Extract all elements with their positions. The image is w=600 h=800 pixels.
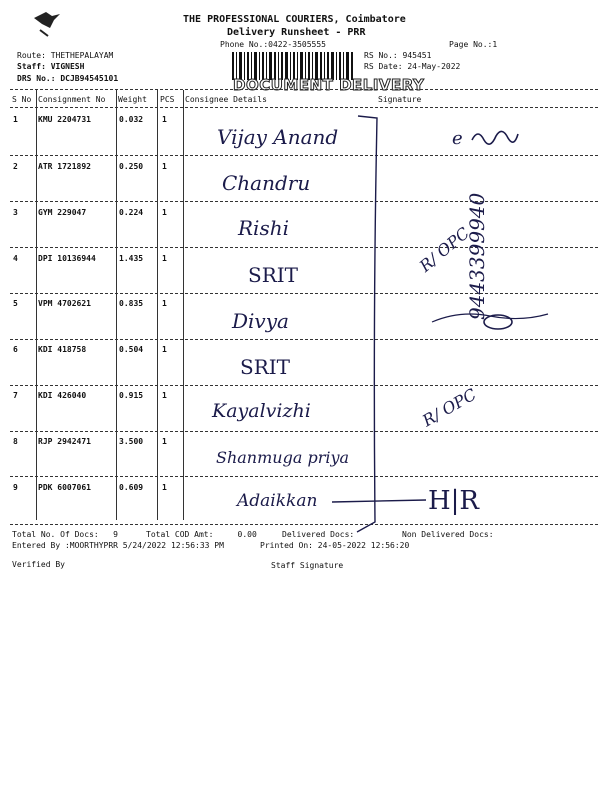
row-pcs: 1 <box>162 391 167 400</box>
rs-date: RS Date: 24-May-2022 <box>364 62 461 71</box>
rpo-annotation: R/ OPC <box>415 223 473 276</box>
row-sno: 8 <box>13 437 18 446</box>
row-consignment: RJP 2942471 <box>38 437 91 446</box>
row-weight: 0.224 <box>119 208 144 217</box>
row-weight: 0.915 <box>119 391 144 400</box>
page-number: Page No.:1 <box>449 40 498 49</box>
row-weight: 3.500 <box>119 437 144 446</box>
row-consignment: KDI 418758 <box>38 345 87 354</box>
header-top-rule <box>10 89 598 90</box>
signature-scribble <box>470 126 520 150</box>
delivered-docs: Delivered Docs: <box>282 530 355 539</box>
row-consignment: GYM 229047 <box>38 208 87 217</box>
document-delivery-stamp: DOCUMENT DELIVERY <box>233 76 425 94</box>
row-sno: 5 <box>13 299 18 308</box>
row-divider <box>10 339 598 340</box>
row-sno: 2 <box>13 162 18 171</box>
total-cod: Total COD Amt: 0.00 <box>146 530 257 539</box>
row-pcs: 1 <box>162 208 167 217</box>
row-divider <box>10 155 598 156</box>
row-consignment: KDI 426040 <box>38 391 87 400</box>
row-consignee: Vijay Anand <box>217 125 339 149</box>
row-weight: 0.250 <box>119 162 144 171</box>
hr-annotation: H|R <box>428 486 480 516</box>
row-consignee: Kayalvizhi <box>212 400 311 422</box>
drs-label: DRS No.: DCJB94545101 <box>17 74 119 83</box>
signature-bracket <box>355 112 395 537</box>
col-pcs: PCS <box>160 95 175 104</box>
row-sno: 7 <box>13 391 18 400</box>
row-weight: 0.609 <box>119 483 144 492</box>
verified-by: Verified By <box>12 560 65 569</box>
row-sno: 6 <box>13 345 18 354</box>
rpo-annotation: R/ OPC <box>419 384 480 431</box>
row-pcs: 1 <box>162 162 167 171</box>
company-logo-icon <box>32 10 62 38</box>
entered-by: Entered By :MOORTHYPRR 5/24/2022 12:56:33 PM <box>12 541 224 550</box>
rs-number: RS No.: 945451 <box>364 51 432 60</box>
row-divider <box>10 385 598 386</box>
row-consignment: VPM 4702621 <box>38 299 91 308</box>
row-consignment: KMU 2204731 <box>38 115 91 124</box>
row-consignee: Rishi <box>238 216 289 240</box>
row-weight: 0.504 <box>119 345 144 354</box>
row-consignment: ATR 1721892 <box>38 162 91 171</box>
signature-mark: e <box>452 128 463 149</box>
col-consignment: Consignment No <box>38 95 106 104</box>
col-weight: Weight <box>118 95 147 104</box>
staff-signature: Staff Signature <box>271 561 344 570</box>
printed-on: Printed On: 24-05-2022 12:56:20 <box>260 541 410 550</box>
row-divider <box>10 247 598 248</box>
row-weight: 1.435 <box>119 254 144 263</box>
row-pcs: 1 <box>162 115 167 124</box>
row-divider <box>10 431 598 432</box>
company-name: THE PROFESSIONAL COURIERS, Coimbatore <box>183 14 406 25</box>
col-sno: S No <box>12 95 32 104</box>
signature-loop <box>430 308 550 336</box>
row-consignee: Chandru <box>222 171 311 195</box>
row-sno: 3 <box>13 208 18 217</box>
row-divider <box>10 201 598 202</box>
staff-label: Staff: VIGNESH <box>17 62 85 71</box>
row-consignee: Shanmuga priya <box>216 448 350 467</box>
row-divider <box>10 524 598 525</box>
row-consignee: Divya <box>232 309 289 333</box>
row-weight: 0.835 <box>119 299 144 308</box>
row-sno: 1 <box>13 115 18 124</box>
handwritten-phone: 9443399940 <box>465 192 489 320</box>
row-divider <box>10 293 598 294</box>
row-pcs: 1 <box>162 345 167 354</box>
row-sno: 4 <box>13 254 18 263</box>
row-sno: 9 <box>13 483 18 492</box>
row-consignee: SRIT <box>248 263 298 287</box>
row-pcs: 1 <box>162 254 167 263</box>
pointer-line <box>330 494 430 508</box>
row-consignment: DPI 10136944 <box>38 254 96 263</box>
non-delivered-docs: Non Delivered Docs: <box>402 530 494 539</box>
col-signature: Signature <box>378 95 422 104</box>
row-pcs: 1 <box>162 437 167 446</box>
row-pcs: 1 <box>162 299 167 308</box>
row-consignee: Adaikkan <box>237 491 318 511</box>
row-weight: 0.032 <box>119 115 144 124</box>
row-divider <box>10 476 598 477</box>
header-bottom-rule <box>10 107 598 108</box>
col-consignee: Consignee Details <box>185 95 267 104</box>
sheet-title: Delivery Runsheet - PRR <box>227 27 366 38</box>
row-pcs: 1 <box>162 483 167 492</box>
row-consignee: SRIT <box>240 355 290 379</box>
route-label: Route: THETHEPALAYAM <box>17 51 114 60</box>
phone-number: Phone No.:0422-3505555 <box>220 40 326 49</box>
total-docs: Total No. Of Docs: 9 <box>12 530 118 539</box>
row-consignment: PDK 6007061 <box>38 483 91 492</box>
